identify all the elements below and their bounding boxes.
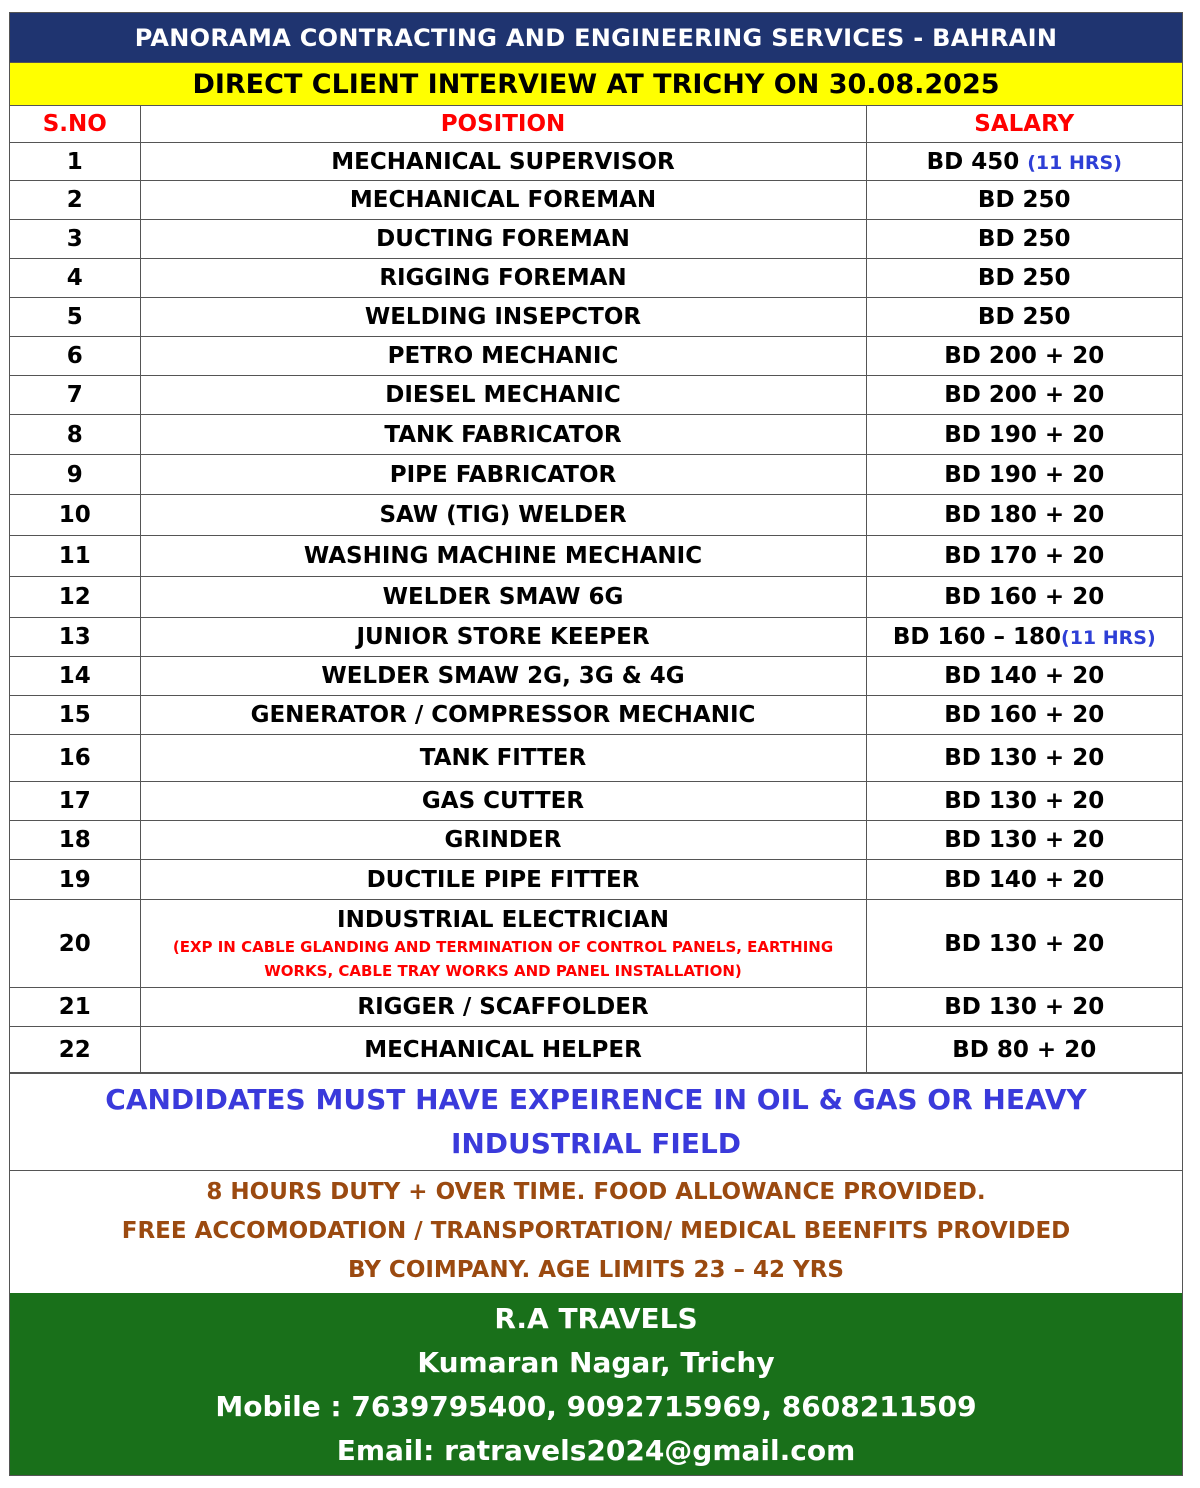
position-title: DUCTILE PIPE FITTER [366, 866, 640, 893]
row-position [140, 337, 866, 376]
salary-value: BD 250 [977, 304, 1071, 330]
benefits-line: BY COIMPANY. AGE LIMITS 23 – 42 YRS [348, 1257, 844, 1283]
row-position [140, 455, 866, 495]
salary-value: BD 140 + 20 [944, 866, 1105, 893]
row-sno: 9 [10, 455, 140, 495]
row-salary [866, 821, 1182, 860]
working-hours-note: (11 HRS) [1061, 627, 1156, 649]
row-position [140, 143, 866, 181]
position-title: RIGGING FOREMAN [379, 265, 627, 291]
row-position [140, 782, 866, 821]
position-title: TANK FITTER [419, 745, 587, 771]
table-row [10, 860, 1182, 900]
salary-value: BD 160 – 180 [892, 624, 1062, 650]
column-header-salary: SALARY [866, 106, 1182, 143]
table-row [10, 900, 1182, 988]
row-sno: 4 [10, 259, 140, 298]
row-sno: 17 [10, 782, 140, 821]
table-row [10, 657, 1182, 696]
salary-value: BD 200 + 20 [944, 343, 1105, 369]
row-salary [866, 376, 1182, 415]
job-advertisement [9, 12, 1183, 1476]
contact-section [10, 1293, 1182, 1475]
benefits-line: FREE ACCOMODATION / TRANSPORTATION/ MEDICAL BEENFITS PROVIDED [121, 1218, 1071, 1244]
row-sno: 2 [10, 181, 140, 220]
row-sno: 1 [10, 143, 140, 181]
position-title: DUCTING FOREMAN [376, 226, 630, 252]
working-hours-note: (11 HRS) [1027, 151, 1122, 174]
row-sno: 5 [10, 298, 140, 337]
row-position [140, 657, 866, 696]
row-salary [866, 455, 1182, 495]
row-salary [866, 860, 1182, 900]
table-row [10, 143, 1182, 181]
row-salary [866, 181, 1182, 220]
row-sno: 8 [10, 415, 140, 455]
row-sno: 14 [10, 657, 140, 696]
row-position [140, 536, 866, 577]
row-position [140, 900, 866, 988]
agency-email: Email: ratravels2024@gmail.com [336, 1434, 856, 1467]
table-row [10, 455, 1182, 495]
row-position [140, 181, 866, 220]
row-sno: 16 [10, 735, 140, 782]
benefits-line: 8 HOURS DUTY + OVER TIME. FOOD ALLOWANCE PROVIDED. [206, 1179, 986, 1205]
row-salary [866, 536, 1182, 577]
row-position [140, 1027, 866, 1073]
salary-value: BD 130 + 20 [944, 930, 1105, 957]
row-position [140, 860, 866, 900]
row-position [140, 577, 866, 618]
positions-table-body [10, 143, 1182, 1073]
interview-notice: DIRECT CLIENT INTERVIEW AT TRICHY ON 30.08.2025 [10, 62, 1182, 106]
row-sno: 6 [10, 337, 140, 376]
agency-name: R.A TRAVELS [494, 1302, 698, 1335]
table-row [10, 618, 1182, 657]
row-salary [866, 577, 1182, 618]
row-sno: 3 [10, 220, 140, 259]
position-title: DIESEL MECHANIC [385, 382, 621, 408]
row-salary [866, 696, 1182, 735]
row-sno: 13 [10, 618, 140, 657]
agency-address: Kumaran Nagar, Trichy [417, 1346, 775, 1379]
position-title: MECHANICAL HELPER [364, 1036, 642, 1063]
row-salary [866, 337, 1182, 376]
row-sno: 7 [10, 376, 140, 415]
salary-value: BD 160 + 20 [944, 702, 1105, 728]
position-title: GRINDER [444, 827, 562, 853]
row-salary [866, 1027, 1182, 1073]
salary-value: BD 130 + 20 [944, 745, 1105, 771]
salary-value: BD 190 + 20 [944, 421, 1105, 448]
table-row [10, 337, 1182, 376]
table-header-row [10, 106, 1182, 143]
row-sno: 22 [10, 1027, 140, 1073]
table-row [10, 181, 1182, 220]
experience-requirement: CANDIDATES MUST HAVE EXPEIRENCE IN OIL & GAS OR HEAVY INDUSTRIAL FIELD [10, 1073, 1182, 1170]
position-title: PETRO MECHANIC [387, 343, 619, 369]
agency-mobile: Mobile : 7639795400, 9092715969, 8608211509 [215, 1390, 977, 1423]
position-detail: (EXP IN CABLE GLANDING AND TERMINATION OF CONTROL PANELS, EARTHING WORKS, CABLE TRAY WORKS AND PANEL INSTALLATION) [172, 937, 834, 980]
salary-value: BD 250 [977, 187, 1071, 213]
benefits-section [10, 1170, 1182, 1293]
position-title: MECHANICAL SUPERVISOR [331, 148, 675, 175]
row-salary [866, 657, 1182, 696]
row-sno: 12 [10, 577, 140, 618]
company-title: PANORAMA CONTRACTING AND ENGINEERING SERVICES - BAHRAIN [10, 13, 1182, 62]
row-sno: 18 [10, 821, 140, 860]
row-salary [866, 618, 1182, 657]
position-title: RIGGER / SCAFFOLDER [357, 994, 649, 1020]
row-salary [866, 988, 1182, 1027]
table-row [10, 1027, 1182, 1073]
row-position [140, 495, 866, 536]
position-title: WELDER SMAW 2G, 3G & 4G [321, 663, 685, 689]
salary-value: BD 200 + 20 [944, 382, 1105, 408]
table-row [10, 415, 1182, 455]
table-row [10, 782, 1182, 821]
salary-value: BD 180 + 20 [944, 502, 1105, 528]
position-title: MECHANICAL FOREMAN [349, 187, 657, 213]
row-sno: 20 [10, 900, 140, 988]
table-row [10, 298, 1182, 337]
position-title: GAS CUTTER [421, 788, 585, 814]
salary-value: BD 80 + 20 [952, 1036, 1097, 1063]
salary-value: BD 250 [977, 226, 1071, 252]
row-salary [866, 220, 1182, 259]
salary-value: BD 250 [977, 265, 1071, 291]
row-position [140, 735, 866, 782]
position-title: TANK FABRICATOR [384, 421, 622, 448]
table-row [10, 536, 1182, 577]
row-salary [866, 900, 1182, 988]
position-title: WELDER SMAW 6G [382, 584, 624, 610]
table-row [10, 735, 1182, 782]
position-title: INDUSTRIAL ELECTRICIAN [337, 906, 669, 933]
column-header-sno: S.NO [10, 106, 140, 143]
position-title: WASHING MACHINE MECHANIC [303, 543, 703, 569]
row-position [140, 618, 866, 657]
row-salary [866, 782, 1182, 821]
salary-value: BD 450 [926, 148, 1028, 175]
column-header-position: POSITION [140, 106, 866, 143]
position-title: PIPE FABRICATOR [389, 461, 617, 488]
row-position [140, 821, 866, 860]
row-sno: 10 [10, 495, 140, 536]
position-title: SAW (TIG) WELDER [379, 502, 627, 528]
salary-value: BD 140 + 20 [944, 663, 1105, 689]
salary-value: BD 190 + 20 [944, 461, 1105, 488]
position-title: GENERATOR / COMPRESSOR MECHANIC [250, 702, 756, 728]
salary-value: BD 130 + 20 [944, 994, 1105, 1020]
row-sno: 11 [10, 536, 140, 577]
salary-value: BD 160 + 20 [944, 584, 1105, 610]
table-row [10, 577, 1182, 618]
salary-value: BD 130 + 20 [944, 788, 1105, 814]
row-salary [866, 735, 1182, 782]
salary-value: BD 170 + 20 [944, 543, 1105, 569]
row-position [140, 415, 866, 455]
row-sno: 19 [10, 860, 140, 900]
table-row [10, 495, 1182, 536]
row-sno: 21 [10, 988, 140, 1027]
row-position [140, 298, 866, 337]
row-salary [866, 143, 1182, 181]
row-salary [866, 415, 1182, 455]
row-salary [866, 298, 1182, 337]
position-title: JUNIOR STORE KEEPER [356, 624, 650, 650]
row-position [140, 696, 866, 735]
position-title: WELDING INSEPCTOR [364, 304, 642, 330]
salary-value: BD 130 + 20 [944, 827, 1105, 853]
row-position [140, 988, 866, 1027]
row-position [140, 220, 866, 259]
positions-table [10, 106, 1182, 1073]
row-position [140, 376, 866, 415]
row-position [140, 259, 866, 298]
row-salary [866, 259, 1182, 298]
table-row [10, 988, 1182, 1027]
table-row [10, 696, 1182, 735]
table-row [10, 376, 1182, 415]
table-row [10, 821, 1182, 860]
row-salary [866, 495, 1182, 536]
row-sno: 15 [10, 696, 140, 735]
table-row [10, 220, 1182, 259]
table-row [10, 259, 1182, 298]
